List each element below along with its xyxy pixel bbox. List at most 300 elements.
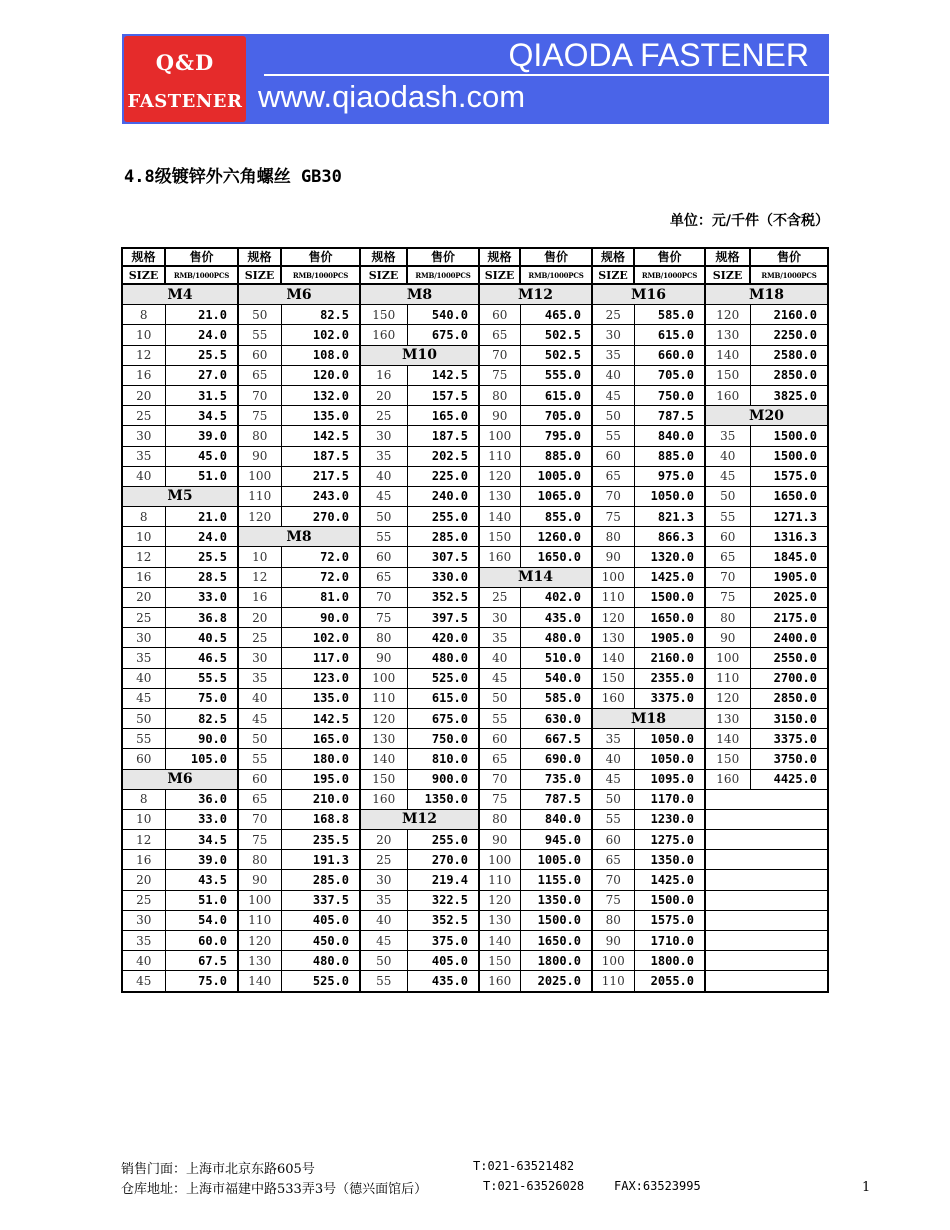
- size-cell: 150: [360, 305, 407, 325]
- size-cell: 160: [705, 769, 750, 789]
- price-cell: 402.0: [520, 587, 592, 607]
- col-header-size: SIZE: [360, 266, 407, 284]
- price-cell: 217.5: [281, 466, 360, 486]
- size-cell: 45: [479, 668, 520, 688]
- price-cell: 102.0: [281, 628, 360, 648]
- col-header-size: SIZE: [122, 266, 165, 284]
- size-cell: 25: [122, 406, 165, 426]
- price-cell: 630.0: [520, 708, 592, 728]
- size-cell: 90: [238, 446, 281, 466]
- size-cell: 30: [238, 648, 281, 668]
- size-cell: 140: [479, 507, 520, 527]
- price-cell: 45.0: [165, 446, 238, 466]
- price-cell: 54.0: [165, 910, 238, 930]
- price-cell: 132.0: [281, 385, 360, 405]
- col-header-rmb: RMB/1000PCS: [281, 266, 360, 284]
- size-cell: 75: [592, 890, 634, 910]
- size-cell: 110: [479, 446, 520, 466]
- size-cell: 140: [360, 749, 407, 769]
- size-cell: 55: [479, 708, 520, 728]
- price-cell: 195.0: [281, 769, 360, 789]
- size-cell: 40: [238, 688, 281, 708]
- price-cell: 502.5: [520, 345, 592, 365]
- section-header: M14: [479, 567, 592, 587]
- size-cell: 55: [360, 527, 407, 547]
- price-cell: 1425.0: [634, 870, 705, 890]
- size-cell: 50: [360, 951, 407, 971]
- size-cell: 35: [122, 446, 165, 466]
- price-cell: 285.0: [407, 527, 479, 547]
- price-cell: 3750.0: [750, 749, 828, 769]
- price-cell: 1650.0: [750, 486, 828, 506]
- size-cell: 20: [122, 587, 165, 607]
- size-cell: 100: [238, 466, 281, 486]
- table-row: [122, 507, 828, 527]
- size-cell: 25: [592, 305, 634, 325]
- price-cell: 240.0: [407, 486, 479, 506]
- price-cell: 34.5: [165, 830, 238, 850]
- unit-note: 单位：元/千件（不含税）: [669, 213, 829, 229]
- price-cell: 330.0: [407, 567, 479, 587]
- size-cell: 160: [479, 971, 520, 992]
- size-cell: 80: [705, 608, 750, 628]
- table-row: [122, 850, 828, 870]
- size-cell: 140: [592, 648, 634, 668]
- size-cell: 50: [238, 305, 281, 325]
- size-cell: 30: [592, 325, 634, 345]
- size-cell: 16: [122, 850, 165, 870]
- size-cell: 55: [592, 426, 634, 446]
- price-cell: 165.0: [281, 729, 360, 749]
- size-cell: 130: [360, 729, 407, 749]
- price-cell: 1065.0: [520, 486, 592, 506]
- table-row: [122, 870, 828, 890]
- size-cell: 30: [122, 426, 165, 446]
- size-cell: 160: [360, 789, 407, 809]
- size-cell: 140: [705, 729, 750, 749]
- size-cell: 20: [122, 385, 165, 405]
- size-cell: 10: [122, 527, 165, 547]
- size-cell: 55: [360, 971, 407, 992]
- price-cell: 2700.0: [750, 668, 828, 688]
- table-row: [122, 910, 828, 930]
- size-cell: 50: [705, 486, 750, 506]
- size-cell: 20: [122, 870, 165, 890]
- price-cell: 975.0: [634, 466, 705, 486]
- price-cell: 660.0: [634, 345, 705, 365]
- price-cell: 2550.0: [750, 648, 828, 668]
- logo-top-text: Q&D: [155, 50, 215, 75]
- table-row: [122, 527, 828, 547]
- price-cell: 525.0: [281, 971, 360, 992]
- price-cell: 225.0: [407, 466, 479, 486]
- price-cell: 2160.0: [634, 648, 705, 668]
- price-cell: 235.5: [281, 830, 360, 850]
- size-cell: 60: [705, 527, 750, 547]
- price-cell: 885.0: [520, 446, 592, 466]
- price-cell: 102.0: [281, 325, 360, 345]
- price-cell: 219.4: [407, 870, 479, 890]
- size-cell: 120: [705, 305, 750, 325]
- price-cell: 375.0: [407, 931, 479, 951]
- table-row: [122, 305, 828, 325]
- size-cell: 30: [360, 426, 407, 446]
- col-header-rmb: RMB/1000PCS: [407, 266, 479, 284]
- size-cell: 130: [479, 910, 520, 930]
- price-cell: 1316.3: [750, 527, 828, 547]
- size-cell: 120: [479, 890, 520, 910]
- price-cell: 2850.0: [750, 688, 828, 708]
- size-cell: 10: [238, 547, 281, 567]
- price-cell: 1170.0: [634, 789, 705, 809]
- price-cell: 480.0: [407, 648, 479, 668]
- size-cell: 25: [122, 890, 165, 910]
- size-cell: 50: [592, 789, 634, 809]
- size-cell: 50: [122, 708, 165, 728]
- price-cell: 81.0: [281, 587, 360, 607]
- size-cell: 35: [122, 648, 165, 668]
- price-cell: 75.0: [165, 971, 238, 992]
- size-cell: 8: [122, 507, 165, 527]
- table-row: [122, 608, 828, 628]
- price-cell: 55.5: [165, 668, 238, 688]
- size-cell: 30: [122, 628, 165, 648]
- col-header-price: 售价: [407, 248, 479, 266]
- price-cell: 540.0: [520, 668, 592, 688]
- table-row: [122, 708, 828, 728]
- size-cell: 55: [238, 325, 281, 345]
- size-cell: 16: [122, 567, 165, 587]
- size-cell: 100: [592, 567, 634, 587]
- price-cell: 168.8: [281, 809, 360, 829]
- size-cell: 90: [479, 406, 520, 426]
- size-cell: 60: [238, 769, 281, 789]
- table-row: [122, 284, 828, 305]
- price-cell: 337.5: [281, 890, 360, 910]
- price-cell: 615.0: [520, 385, 592, 405]
- website-url: www.qiaodash.com: [258, 79, 526, 114]
- size-cell: 20: [238, 608, 281, 628]
- price-cell: 4425.0: [750, 769, 828, 789]
- size-cell: 16: [238, 587, 281, 607]
- price-cell: 187.5: [407, 426, 479, 446]
- size-cell: 120: [360, 708, 407, 728]
- price-cell: 25.5: [165, 547, 238, 567]
- size-cell: 40: [592, 749, 634, 769]
- price-cell: 3150.0: [750, 708, 828, 728]
- price-cell: 191.3: [281, 850, 360, 870]
- size-cell: 70: [592, 870, 634, 890]
- size-cell: 70: [238, 809, 281, 829]
- size-cell: 40: [479, 648, 520, 668]
- price-cell: 157.5: [407, 385, 479, 405]
- price-cell: 108.0: [281, 345, 360, 365]
- size-cell: 75: [238, 406, 281, 426]
- table-row: [122, 446, 828, 466]
- price-cell: 840.0: [520, 809, 592, 829]
- size-cell: 140: [479, 931, 520, 951]
- empty-cell: [705, 971, 828, 992]
- store-phone: T:021-63521482: [473, 1159, 575, 1173]
- price-cell: 1500.0: [750, 426, 828, 446]
- section-header: M12: [360, 809, 479, 829]
- price-cell: 690.0: [520, 749, 592, 769]
- col-header-size: SIZE: [479, 266, 520, 284]
- section-header: M5: [122, 486, 238, 506]
- price-cell: 705.0: [634, 365, 705, 385]
- size-cell: 100: [479, 426, 520, 446]
- size-cell: 130: [705, 708, 750, 728]
- price-cell: 24.0: [165, 325, 238, 345]
- size-cell: 12: [122, 345, 165, 365]
- price-cell: 3375.0: [750, 729, 828, 749]
- price-cell: 525.0: [407, 668, 479, 688]
- price-cell: 1005.0: [520, 466, 592, 486]
- price-cell: 885.0: [634, 446, 705, 466]
- size-cell: 60: [122, 749, 165, 769]
- size-cell: 130: [479, 486, 520, 506]
- section-header: M6: [122, 769, 238, 789]
- table-row: [122, 325, 828, 345]
- company-logo: [124, 36, 246, 122]
- size-cell: 130: [238, 951, 281, 971]
- price-cell: 480.0: [520, 628, 592, 648]
- price-cell: 787.5: [520, 789, 592, 809]
- size-cell: 40: [360, 466, 407, 486]
- size-cell: 110: [592, 587, 634, 607]
- size-cell: 45: [592, 769, 634, 789]
- table-row: [122, 628, 828, 648]
- size-cell: 60: [592, 830, 634, 850]
- col-header-price: 售价: [634, 248, 705, 266]
- table-row: [122, 466, 828, 486]
- table-row: [122, 890, 828, 910]
- size-cell: 30: [360, 870, 407, 890]
- price-cell: 1800.0: [634, 951, 705, 971]
- col-header-spec: 规格: [122, 248, 165, 266]
- size-cell: 40: [122, 668, 165, 688]
- size-cell: 45: [705, 466, 750, 486]
- price-cell: 1500.0: [634, 587, 705, 607]
- price-cell: 1230.0: [634, 809, 705, 829]
- price-cell: 135.0: [281, 406, 360, 426]
- price-cell: 465.0: [520, 305, 592, 325]
- size-cell: 16: [360, 365, 407, 385]
- store-address: 销售门面：上海市北京东路605号: [121, 1162, 315, 1177]
- price-cell: 2025.0: [750, 587, 828, 607]
- size-cell: 110: [360, 688, 407, 708]
- price-cell: 243.0: [281, 486, 360, 506]
- table-header-row: [122, 248, 828, 266]
- price-cell: 2250.0: [750, 325, 828, 345]
- price-cell: 24.0: [165, 527, 238, 547]
- section-header: M12: [479, 284, 592, 305]
- price-cell: 450.0: [281, 931, 360, 951]
- size-cell: 40: [360, 910, 407, 930]
- size-cell: 70: [479, 769, 520, 789]
- size-cell: 90: [360, 648, 407, 668]
- table-row: [122, 769, 828, 789]
- table-row: [122, 830, 828, 850]
- size-cell: 35: [479, 628, 520, 648]
- size-cell: 10: [122, 809, 165, 829]
- header-divider: [264, 74, 829, 76]
- size-cell: 35: [360, 890, 407, 910]
- size-cell: 65: [479, 749, 520, 769]
- size-cell: 75: [479, 365, 520, 385]
- price-cell: 187.5: [281, 446, 360, 466]
- size-cell: 130: [705, 325, 750, 345]
- col-header-rmb: RMB/1000PCS: [634, 266, 705, 284]
- price-cell: 270.0: [281, 507, 360, 527]
- size-cell: 160: [592, 688, 634, 708]
- size-cell: 90: [238, 870, 281, 890]
- price-cell: 1905.0: [634, 628, 705, 648]
- price-cell: 1650.0: [520, 547, 592, 567]
- size-cell: 160: [360, 325, 407, 345]
- size-cell: 110: [592, 971, 634, 992]
- fax-number: FAX:63523995: [614, 1179, 701, 1193]
- section-header: M8: [238, 527, 360, 547]
- size-cell: 40: [592, 365, 634, 385]
- price-cell: 1575.0: [750, 466, 828, 486]
- size-cell: 80: [360, 628, 407, 648]
- price-cell: 142.5: [407, 365, 479, 385]
- price-cell: 900.0: [407, 769, 479, 789]
- price-cell: 255.0: [407, 830, 479, 850]
- size-cell: 40: [122, 466, 165, 486]
- size-cell: 20: [360, 830, 407, 850]
- price-cell: 3375.0: [634, 688, 705, 708]
- size-cell: 12: [122, 830, 165, 850]
- col-header-price: 售价: [520, 248, 592, 266]
- price-cell: 1500.0: [634, 890, 705, 910]
- price-cell: 675.0: [407, 325, 479, 345]
- size-cell: 80: [592, 910, 634, 930]
- size-cell: 60: [360, 547, 407, 567]
- price-cell: 540.0: [407, 305, 479, 325]
- header-banner: [122, 34, 829, 124]
- table-row: [122, 971, 828, 992]
- size-cell: 70: [592, 486, 634, 506]
- price-cell: 435.0: [520, 608, 592, 628]
- table-row: [122, 567, 828, 587]
- size-cell: 45: [592, 385, 634, 405]
- size-cell: 40: [705, 446, 750, 466]
- size-cell: 16: [122, 365, 165, 385]
- col-header-size: SIZE: [238, 266, 281, 284]
- section-header: M8: [360, 284, 479, 305]
- price-cell: 21.0: [165, 507, 238, 527]
- size-cell: 160: [705, 385, 750, 405]
- size-cell: 50: [360, 507, 407, 527]
- price-cell: 1905.0: [750, 567, 828, 587]
- price-cell: 1095.0: [634, 769, 705, 789]
- size-cell: 60: [479, 305, 520, 325]
- price-cell: 72.0: [281, 567, 360, 587]
- price-cell: 60.0: [165, 931, 238, 951]
- empty-cell: [705, 789, 828, 809]
- size-cell: 150: [479, 951, 520, 971]
- section-header: M18: [592, 708, 705, 728]
- size-cell: 130: [592, 628, 634, 648]
- price-cell: 82.5: [165, 708, 238, 728]
- page-title: 4.8级镀锌外六角螺丝 GB30: [124, 167, 342, 187]
- price-cell: 675.0: [407, 708, 479, 728]
- price-cell: 405.0: [281, 910, 360, 930]
- size-cell: 70: [705, 567, 750, 587]
- empty-cell: [705, 850, 828, 870]
- table-row: [122, 951, 828, 971]
- price-cell: 40.5: [165, 628, 238, 648]
- size-cell: 150: [360, 769, 407, 789]
- size-cell: 160: [479, 547, 520, 567]
- price-cell: 120.0: [281, 365, 360, 385]
- size-cell: 150: [479, 527, 520, 547]
- size-cell: 150: [705, 365, 750, 385]
- price-cell: 39.0: [165, 850, 238, 870]
- size-cell: 140: [705, 345, 750, 365]
- price-cell: 43.5: [165, 870, 238, 890]
- price-cell: 28.5: [165, 567, 238, 587]
- section-header: M18: [705, 284, 828, 305]
- size-cell: 90: [592, 931, 634, 951]
- size-cell: 120: [705, 688, 750, 708]
- size-cell: 120: [238, 931, 281, 951]
- col-header-rmb: RMB/1000PCS: [165, 266, 238, 284]
- price-cell: 1800.0: [520, 951, 592, 971]
- size-cell: 60: [592, 446, 634, 466]
- size-cell: 90: [592, 547, 634, 567]
- price-cell: 1350.0: [520, 890, 592, 910]
- price-cell: 2175.0: [750, 608, 828, 628]
- col-header-rmb: RMB/1000PCS: [520, 266, 592, 284]
- size-cell: 70: [479, 345, 520, 365]
- price-cell: 21.0: [165, 305, 238, 325]
- size-cell: 25: [360, 850, 407, 870]
- price-cell: 25.5: [165, 345, 238, 365]
- table-row: [122, 729, 828, 749]
- size-cell: 140: [238, 971, 281, 992]
- price-cell: 2355.0: [634, 668, 705, 688]
- table-row: [122, 749, 828, 769]
- table-row: [122, 426, 828, 446]
- size-cell: 45: [122, 971, 165, 992]
- price-cell: 33.0: [165, 809, 238, 829]
- price-cell: 51.0: [165, 466, 238, 486]
- price-cell: 105.0: [165, 749, 238, 769]
- price-cell: 34.5: [165, 406, 238, 426]
- size-cell: 120: [592, 608, 634, 628]
- size-cell: 65: [360, 567, 407, 587]
- size-cell: 80: [479, 385, 520, 405]
- price-cell: 615.0: [407, 688, 479, 708]
- price-cell: 1575.0: [634, 910, 705, 930]
- price-cell: 1500.0: [520, 910, 592, 930]
- table-subheader-row: [122, 266, 828, 284]
- size-cell: 110: [479, 870, 520, 890]
- price-cell: 810.0: [407, 749, 479, 769]
- col-header-price: 售价: [281, 248, 360, 266]
- size-cell: 70: [360, 587, 407, 607]
- price-cell: 135.0: [281, 688, 360, 708]
- price-cell: 2400.0: [750, 628, 828, 648]
- price-cell: 117.0: [281, 648, 360, 668]
- size-cell: 75: [238, 830, 281, 850]
- col-header-size: SIZE: [705, 266, 750, 284]
- section-header: M20: [705, 406, 828, 426]
- size-cell: 12: [238, 567, 281, 587]
